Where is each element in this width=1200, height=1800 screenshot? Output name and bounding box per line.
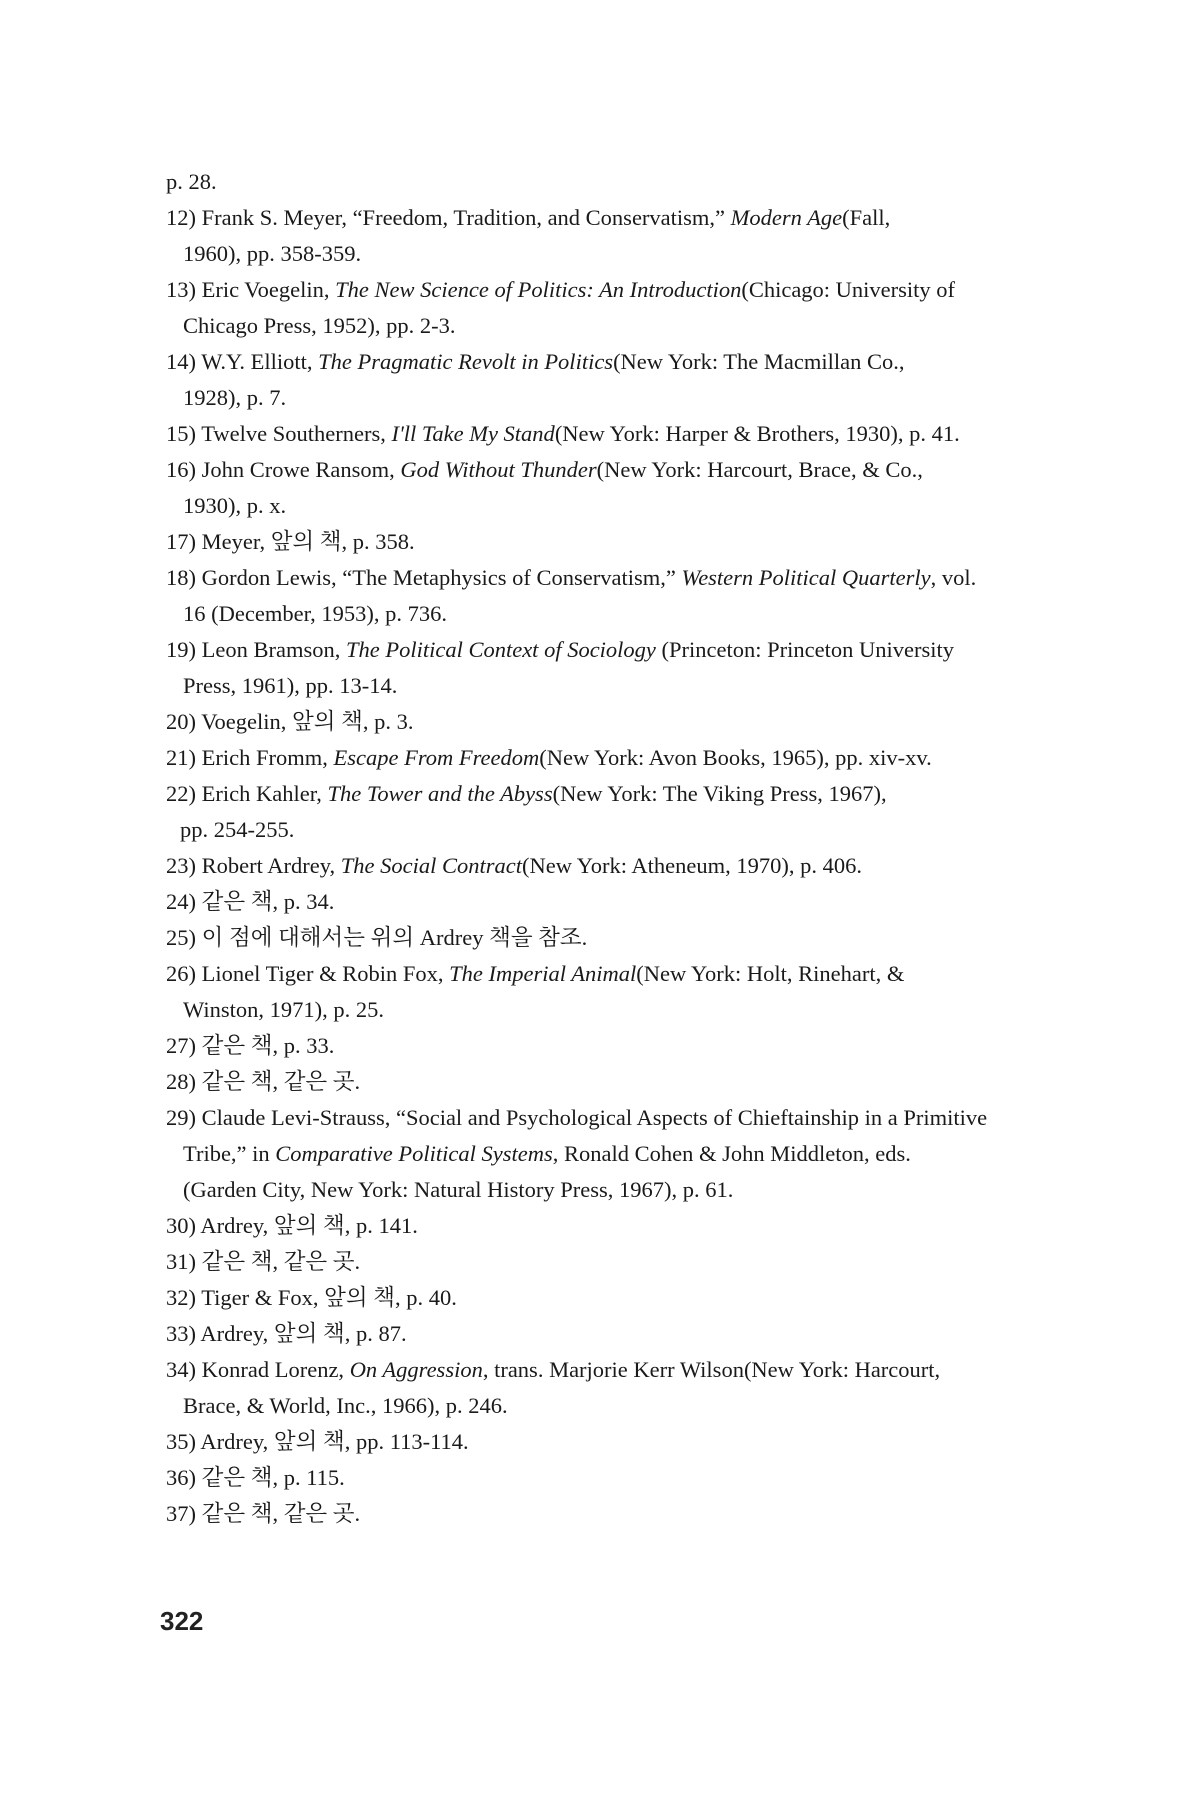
footnote-13: 13) Eric Voegelin, The New Science of Politics: An Introduction(Chicago: University of Chicago Press, 1952), pp. 2-3. [166, 277, 956, 338]
footnote-33: 33) Ardrey, 앞의 책, p. 87. [166, 1321, 407, 1346]
page-number: 322 [160, 1606, 204, 1636]
footnote-35: 35) Ardrey, 앞의 책, pp. 113-114. [166, 1429, 469, 1454]
footnote-19: 19) Leon Bramson, The Political Context of Sociology (Princeton: Princeton University Press, 1961), pp. 13-14. [166, 637, 954, 698]
footnote-16: 16) John Crowe Ransom, God Without Thunder(New York: Harcourt, Brace, & Co., 1930), p. x. [166, 457, 923, 518]
footnote-31: 31) 같은 책, 같은 곳. [166, 1249, 361, 1274]
footnotes-list [166, 164, 1046, 1532]
footnote-32: 32) Tiger & Fox, 앞의 책, p. 40. [166, 1285, 457, 1310]
footnote-26: 26) Lionel Tiger & Robin Fox, The Imperial Animal(New York: Holt, Rinehart, & Winston, 1971), p. 25. [166, 961, 905, 1022]
footnote-36: 36) 같은 책, p. 115. [166, 1465, 345, 1490]
footnote-17: 17) Meyer, 앞의 책, p. 358. [166, 529, 415, 554]
footnote-15: 15) Twelve Southerners, I'll Take My Stand(New York: Harper & Brothers, 1930), p. 41. [166, 421, 960, 446]
footnote-18: 18) Gordon Lewis, “The Metaphysics of Conservatism,” Western Political Quarterly, vol. 16 (December, 1953), p. 736. [166, 565, 977, 626]
footnote-30: 30) Ardrey, 앞의 책, p. 141. [166, 1213, 418, 1238]
footnote-21: 21) Erich Fromm, Escape From Freedom(New York: Avon Books, 1965), pp. xiv-xv. [166, 745, 932, 770]
footnote-carryover: p. 28. [166, 169, 217, 194]
footnote-27: 27) 같은 책, p. 33. [166, 1033, 335, 1058]
footnote-24: 24) 같은 책, p. 34. [166, 889, 335, 914]
footnote-25: 25) 이 점에 대해서는 위의 Ardrey 책을 참조. [166, 925, 588, 950]
footnote-20: 20) Voegelin, 앞의 책, p. 3. [166, 709, 414, 734]
footnote-29: 29) Claude Levi-Strauss, “Social and Psychological Aspects of Chieftainship in a Primitive Tribe,” in Comparative Political Systems, Ronald Cohen & John Middleton, eds. (Garden City, New York: Natural History Press, 1967), p. 61. [166, 1105, 988, 1202]
footnote-34: 34) Konrad Lorenz, On Aggression, trans. Marjorie Kerr Wilson(New York: Harcourt, Brace, & World, Inc., 1966), p. 246. [166, 1357, 941, 1418]
footnote-23: 23) Robert Ardrey, The Social Contract(New York: Atheneum, 1970), p. 406. [166, 853, 862, 878]
footnote-28: 28) 같은 책, 같은 곳. [166, 1069, 361, 1094]
footnote-37: 37) 같은 책, 같은 곳. [166, 1501, 361, 1526]
footnote-12: 12) Frank S. Meyer, “Freedom, Tradition, and Conservatism,” Modern Age(Fall, 1960), pp. 358-359. [166, 205, 891, 266]
footnote-14: 14) W.Y. Elliott, The Pragmatic Revolt in Politics(New York: The Macmillan Co., 1928), p. 7. [166, 349, 905, 410]
footnote-22: 22) Erich Kahler, The Tower and the Abyss(New York: The Viking Press, 1967), pp. 254-255. [166, 781, 887, 842]
